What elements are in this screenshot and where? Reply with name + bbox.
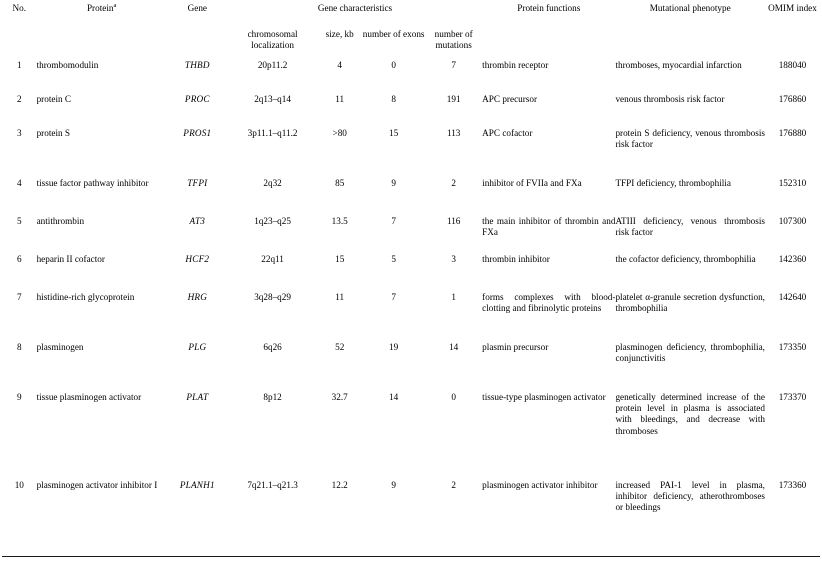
cell-protein-function: plasmin precursor [482,342,549,352]
cell-gene: PLAT [186,392,209,402]
table-row [2,178,820,216]
cell-mutational-phenotype: TFPI deficiency, thrombophilia [615,178,731,188]
table-row [2,480,820,560]
column-header-protein-functions: Protein functions [517,3,581,13]
cell-chromosomal-localization: 7q21.1–q21.3 [247,480,298,490]
cell-number-of-exons: 0 [391,60,396,70]
cell-size-kb: 13.5 [331,216,348,226]
cell-number-of-exons: 5 [391,254,396,264]
cell-gene: AT3 [189,216,206,226]
table-header [2,3,820,60]
table-row [2,254,820,292]
cell-no: 1 [16,60,22,70]
cell-number-of-mutations: 191 [446,94,461,104]
cell-number-of-exons: 19 [389,342,399,352]
table-row [2,60,820,94]
cell-chromosomal-localization: 3p11.1–q11.2 [247,128,298,138]
cell-protein-function: APC precursor [482,94,538,104]
cell-omim-index: 152310 [778,178,807,188]
cell-number-of-mutations: 14 [449,342,459,352]
table-row [2,128,820,178]
column-header-no: No. [12,3,27,13]
cell-protein-function: thrombin receptor [482,60,549,70]
cell-number-of-exons: 15 [389,128,399,138]
cell-omim-index: 142360 [778,254,807,264]
cell-no: 7 [16,292,22,302]
cell-protein: thrombomodulin [36,60,99,70]
cell-number-of-mutations: 1 [451,292,456,302]
column-header-protein [37,3,167,60]
cell-protein: plasminogen [36,342,84,352]
cell-size-kb: 11 [335,292,345,302]
cell-no: 3 [16,128,22,138]
cell-number-of-mutations: 7 [451,60,456,70]
cell-protein-function: plasminogen activator inhibitor [482,480,598,490]
cell-number-of-exons: 7 [391,216,396,226]
cell-chromosomal-localization: 6q26 [263,342,282,352]
cell-protein: protein S [36,128,71,138]
cell-chromosomal-localization: 8p12 [263,392,282,402]
cell-number-of-exons: 9 [391,480,396,490]
cell-omim-index: 176860 [778,94,807,104]
table-row [2,216,820,254]
cell-protein: plasminogen activator inhibitor I [36,480,158,490]
column-header-number-of-exons: number of exons [362,29,425,39]
cell-omim-index: 173360 [778,480,807,490]
cell-number-of-mutations: 3 [451,254,456,264]
table-container [0,3,822,568]
cell-gene: PLG [188,342,207,352]
cell-size-kb: >80 [332,128,347,138]
cell-mutational-phenotype: protein S deficiency, venous thrombosis risk factor [615,128,765,150]
cell-omim-index: 176880 [778,128,807,138]
cell-gene: TFPI [187,178,208,188]
cell-mutational-phenotype: platelet α-granule secretion dysfunction, thrombophilia [615,292,765,314]
cell-mutational-phenotype: increased PAI-1 level in plasma, inhibitor deficiency, atherothromboses or bleedings [615,480,765,513]
column-header-protein-label: Protein [86,3,114,13]
cell-no: 4 [16,178,22,188]
cell-protein-function: tissue-type plasminogen activator [482,392,606,402]
cell-size-kb: 4 [337,60,343,70]
cell-no: 8 [16,342,22,352]
column-header-chromosomal-localization: chromosomal localization [247,29,298,51]
cell-protein-function: forms complexes with blood-clotting and fibrinolytic proteins [482,292,616,314]
cell-protein-function: APC cofactor [482,128,533,138]
cell-protein: heparin II cofactor [36,254,105,264]
cell-protein: antithrombin [36,216,85,226]
cell-omim-index: 142640 [778,292,807,302]
cell-protein-function: thrombin inhibitor [482,254,550,264]
cell-size-kb: 32.7 [331,392,348,402]
cell-no: 10 [14,480,24,490]
cell-protein: tissue plasminogen activator [36,392,142,402]
column-header-omim-index: OMIM index [768,3,817,13]
cell-omim-index: 173350 [778,342,807,352]
gene-characteristics-table [2,3,820,560]
cell-chromosomal-localization: 22q11 [261,254,284,264]
cell-number-of-exons: 9 [391,178,396,188]
cell-no: 5 [16,216,22,226]
column-header-size-kb: size, kb [325,29,354,39]
cell-size-kb: 15 [335,254,345,264]
column-header-gene: Gene [187,3,207,13]
table-bottom-rule [2,556,820,557]
cell-gene: PROS1 [183,128,212,138]
cell-number-of-exons: 8 [391,94,396,104]
cell-number-of-exons: 7 [391,292,396,302]
cell-chromosomal-localization: 3q28–q29 [254,292,291,302]
cell-mutational-phenotype: the cofactor deficiency, thrombophilia [615,254,756,264]
cell-size-kb: 52 [335,342,345,352]
column-header-number-of-mutations: number of mutations [434,29,473,51]
cell-chromosomal-localization: 2q32 [263,178,282,188]
table-row [2,292,820,342]
cell-mutational-phenotype: venous thrombosis risk factor [615,94,725,104]
cell-mutational-phenotype: plasminogen deficiency, thrombophilia, conjunctivitis [615,342,765,364]
cell-number-of-exons: 14 [389,392,399,402]
table-row [2,342,820,392]
cell-chromosomal-localization: 2q13–q14 [254,94,291,104]
column-header-mutational-phenotype: Mutational phenotype [649,3,731,13]
cell-mutational-phenotype: ATIII deficiency, venous thrombosis risk factor [615,216,765,238]
cell-omim-index: 188040 [778,60,807,70]
cell-gene: PROC [184,94,210,104]
table-row [2,94,820,128]
cell-mutational-phenotype: thromboses, myocardial infarction [615,60,742,70]
column-header-gene-characteristics: Gene characteristics [317,3,393,13]
cell-gene: HCF2 [185,254,210,264]
cell-protein-function: inhibitor of FVIIa and FXa [482,178,582,188]
cell-mutational-phenotype: genetically determined increase of the protein level in plasma is associated with bleedings, and decrease with thromboses [615,392,765,436]
cell-omim-index: 173370 [778,392,807,402]
cell-number-of-mutations: 113 [446,128,461,138]
cell-gene: PLANH1 [179,480,215,490]
table-body [2,60,820,560]
cell-number-of-mutations: 2 [451,480,456,490]
cell-no: 9 [16,392,22,402]
cell-no: 6 [16,254,22,264]
cell-number-of-mutations: 2 [451,178,456,188]
cell-omim-index: 107300 [778,216,807,226]
table-row [2,392,820,480]
cell-protein: tissue factor pathway inhibitor [36,178,149,188]
cell-number-of-mutations: 116 [446,216,461,226]
cell-size-kb: 11 [335,94,345,104]
cell-protein: histidine-rich glycoprotein [36,292,135,302]
cell-chromosomal-localization: 20p11.2 [257,60,288,70]
cell-gene: THBD [184,60,210,70]
cell-gene: HRG [187,292,208,302]
cell-chromosomal-localization: 1q23–q25 [254,216,291,226]
footnote-marker: a [113,1,117,9]
cell-number-of-mutations: 0 [451,392,456,402]
cell-protein-function: the main inhibitor of thrombin and FXa [482,216,616,238]
cell-no: 2 [16,94,22,104]
cell-size-kb: 85 [335,178,345,188]
cell-protein: protein C [36,94,72,104]
cell-size-kb: 12.2 [331,480,348,490]
